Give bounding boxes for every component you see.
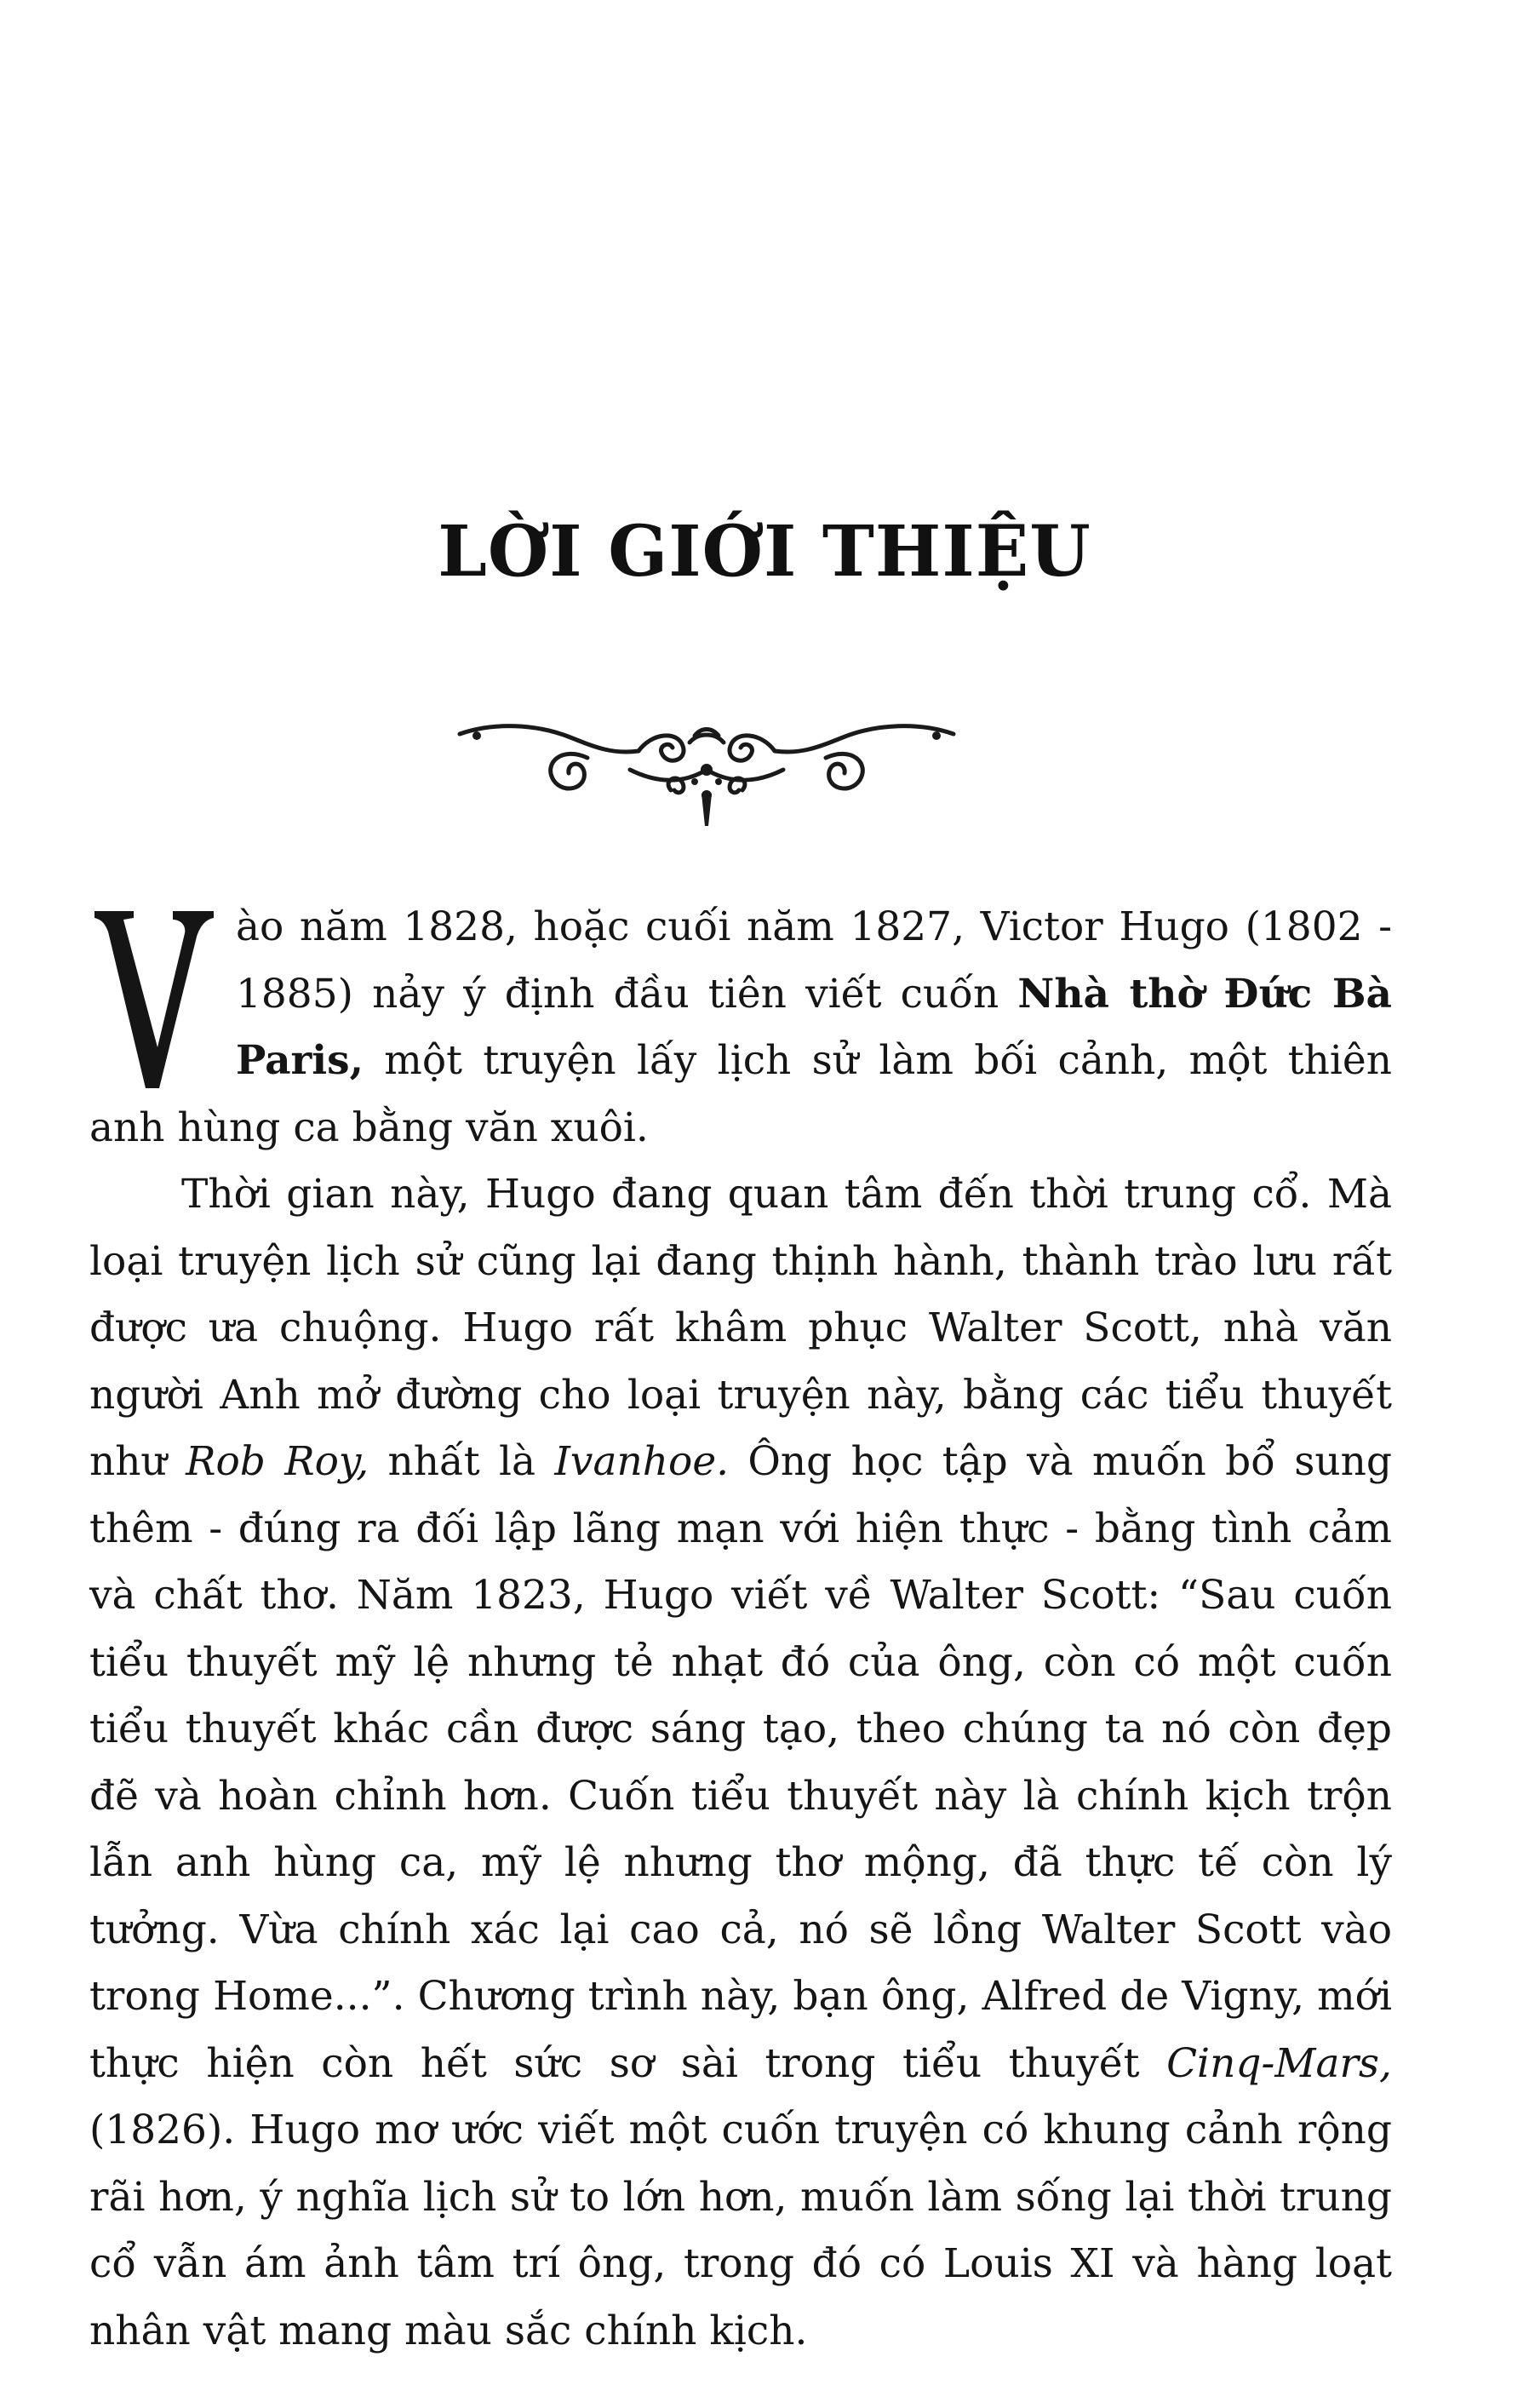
book-title-notre-dame: Nhà thờ Đức Bà Paris, (236, 970, 1393, 1084)
dropcap-v-ornamental (89, 903, 217, 1094)
book-title-rob-roy: Rob Roy, (186, 1438, 369, 1485)
decorative-flourish-ornament (443, 698, 971, 834)
paragraph-2-text-c: Ông học tập và muốn bổ sung thêm - đúng ra đối lập lãng mạn với hiện thực - bằng tình cảm và chất thơ. Năm 1823, Hugo viết về Walter Scott: “Sau cuốn tiểu thuyết mỹ lệ nhưng tẻ nhạt đó của ông, còn có một cuốn tiểu thuyết khác cần được sáng tạo, theo chúng ta nó còn đẹp đẽ và hoàn chỉnh hơn. Cuốn tiểu thuyết này là chính kịch trộn lẫn anh hùng ca, mỹ lệ nhưng thơ mộng, đã thực tế còn lý tưởng. Vừa chính xác lại cao cả, nó sẽ lồng Walter Scott vào trong Home...”. Chương trình này, bạn ông, Alfred de Vigny, mới thực hiện còn hết sức sơ sài trong tiểu thuyết (89, 1438, 1392, 2087)
paragraph-1 (89, 894, 1392, 1161)
introduction-body (89, 894, 1392, 2365)
paragraph-2-text-d: (1826). Hugo mơ ước viết một cuốn truyện có khung cảnh rộng rãi hơn, ý nghĩa lịch sử to lớn hơn, muốn làm sống lại thời trung cổ vẫn ám ảnh tâm trí ông, trong đó có Louis XI và hàng loạt nhân vật mang màu sắc chính kịch. (89, 2107, 1392, 2354)
book-title-ivanhoe: Ivanhoe. (554, 1438, 730, 1485)
chapter-title: LỜI GIỚI THIỆU (438, 511, 1091, 593)
paragraph-1-text-cont: một truyện lấy lịch sử làm bối cảnh, một thiên anh hùng ca bằng văn xuôi. (89, 1037, 1392, 1151)
paragraph-2-text: Thời gian này, Hugo đang quan tâm đến thời trung cổ. Mà loại truyện lịch sử cũng lại đang thịnh hành, thành trào lưu rất được ưa chuộng. Hugo rất khâm phục Walter Scott, nhà văn người Anh mở đường cho loại truyện này, bằng các tiểu thuyết như (89, 1171, 1392, 1485)
paragraph-1-text: ào năm 1828, hoặc cuối năm 1827, Victor Hugo (1802 - 1885) nảy ý định đầu tiên viết cuốn (236, 903, 1392, 1018)
book-title-cinq-mars: Cinq-Mars, (1166, 2039, 1392, 2087)
paragraph-2-text-b: nhất là (369, 1438, 555, 1485)
paragraph-2 (89, 1161, 1392, 2365)
